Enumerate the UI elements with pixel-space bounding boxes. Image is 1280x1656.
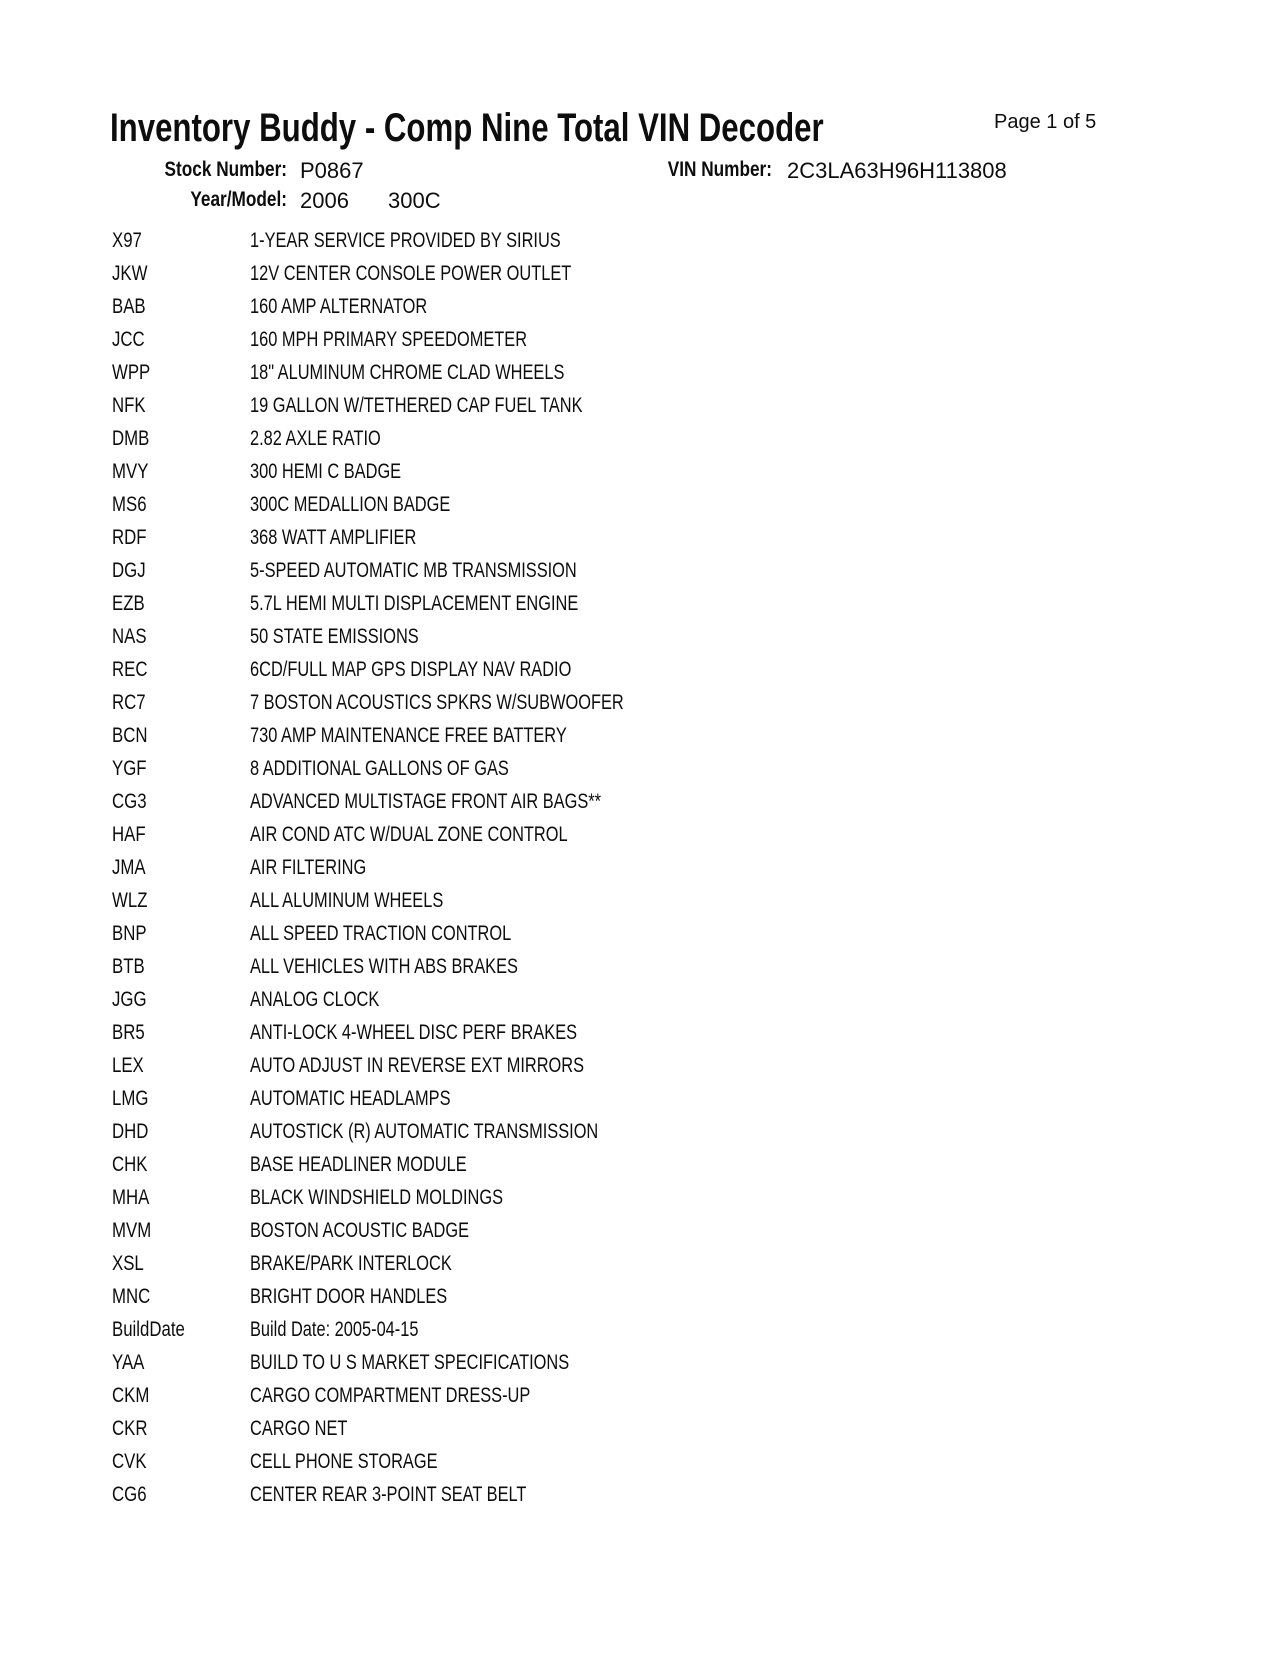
option-code: REC [112, 658, 148, 681]
option-description: 160 AMP ALTERNATOR [250, 295, 428, 318]
option-description: 2.82 AXLE RATIO [250, 427, 381, 450]
option-description: 160 MPH PRIMARY SPEEDOMETER [250, 328, 528, 351]
option-description: BLACK WINDSHIELD MOLDINGS [250, 1186, 504, 1209]
option-row [112, 1082, 1212, 1115]
option-row [112, 1049, 1212, 1082]
option-code: MNC [112, 1285, 151, 1308]
option-code: MVM [112, 1219, 152, 1242]
option-description: CENTER REAR 3-POINT SEAT BELT [250, 1483, 527, 1506]
option-code: YAA [112, 1351, 145, 1374]
option-row [112, 950, 1212, 983]
option-code: DMB [112, 427, 150, 450]
model-value: 300C [388, 188, 441, 213]
option-code: BCN [112, 724, 148, 747]
option-row [112, 1214, 1212, 1247]
option-description: BOSTON ACOUSTIC BADGE [250, 1219, 470, 1242]
option-code: EZB [112, 592, 145, 615]
report-title: Inventory Buddy - Comp Nine Total VIN Decoder [110, 106, 824, 150]
option-description: 7 BOSTON ACOUSTICS SPKRS W/SUBWOOFER [250, 691, 624, 714]
option-code: JMA [112, 856, 146, 879]
option-row [112, 686, 1212, 719]
option-row [112, 1247, 1212, 1280]
option-row [112, 653, 1212, 686]
option-code: LMG [112, 1087, 149, 1110]
year-value: 2006 [300, 188, 349, 213]
option-description: 368 WATT AMPLIFIER [250, 526, 417, 549]
option-code: HAF [112, 823, 146, 846]
option-description: 300C MEDALLION BADGE [250, 493, 451, 516]
option-code: DHD [112, 1120, 149, 1143]
option-description: ALL ALUMINUM WHEELS [250, 889, 444, 912]
option-code: CHK [112, 1153, 148, 1176]
option-row [112, 851, 1212, 884]
option-code: MVY [112, 460, 149, 483]
option-code: CKR [112, 1417, 148, 1440]
option-description: 8 ADDITIONAL GALLONS OF GAS [250, 757, 509, 780]
option-row [112, 389, 1212, 422]
option-row [112, 1148, 1212, 1181]
option-row [112, 356, 1212, 389]
year-model-label: Year/Model: [190, 188, 287, 211]
option-code: BTB [112, 955, 145, 978]
option-description: 300 HEMI C BADGE [250, 460, 402, 483]
option-code: X97 [112, 229, 142, 252]
option-row [112, 455, 1212, 488]
option-description: 19 GALLON W/TETHERED CAP FUEL TANK [250, 394, 583, 417]
option-code: XSL [112, 1252, 144, 1275]
option-code: NAS [112, 625, 147, 648]
page-indicator: Page 1 of 5 [994, 111, 1097, 133]
option-row [112, 1478, 1212, 1511]
option-description: 18" ALUMINUM CHROME CLAD WHEELS [250, 361, 565, 384]
option-code: DGJ [112, 559, 146, 582]
option-description: 5.7L HEMI MULTI DISPLACEMENT ENGINE [250, 592, 579, 615]
option-description: CARGO NET [250, 1417, 348, 1440]
option-code: RDF [112, 526, 147, 549]
option-description: AUTOSTICK (R) AUTOMATIC TRANSMISSION [250, 1120, 599, 1143]
option-row [112, 1346, 1212, 1379]
option-row [112, 785, 1212, 818]
option-code: YGF [112, 757, 147, 780]
option-description: 1-YEAR SERVICE PROVIDED BY SIRIUS [250, 229, 561, 252]
option-codes-list [112, 224, 1212, 1511]
option-code: WLZ [112, 889, 148, 912]
option-row [112, 884, 1212, 917]
option-description: 730 AMP MAINTENANCE FREE BATTERY [250, 724, 567, 747]
option-row [112, 1181, 1212, 1214]
option-row [112, 1280, 1212, 1313]
option-code: WPP [112, 361, 151, 384]
option-row [112, 1313, 1212, 1346]
option-row [112, 521, 1212, 554]
option-row [112, 1412, 1212, 1445]
option-code: JKW [112, 262, 148, 285]
option-description: 12V CENTER CONSOLE POWER OUTLET [250, 262, 572, 285]
option-row [112, 1445, 1212, 1478]
option-row [112, 323, 1212, 356]
option-description: BUILD TO U S MARKET SPECIFICATIONS [250, 1351, 570, 1374]
option-row [112, 554, 1212, 587]
option-description: AIR COND ATC W/DUAL ZONE CONTROL [250, 823, 568, 846]
option-code: JGG [112, 988, 147, 1011]
option-row [112, 620, 1212, 653]
option-row [112, 1016, 1212, 1049]
option-description: Build Date: 2005-04-15 [250, 1318, 419, 1341]
option-row [112, 818, 1212, 851]
option-description: AIR FILTERING [250, 856, 367, 879]
option-code: NFK [112, 394, 146, 417]
option-code: BNP [112, 922, 147, 945]
option-description: ANTI-LOCK 4-WHEEL DISC PERF BRAKES [250, 1021, 578, 1044]
option-description: 6CD/FULL MAP GPS DISPLAY NAV RADIO [250, 658, 572, 681]
option-code: BR5 [112, 1021, 145, 1044]
option-description: BRAKE/PARK INTERLOCK [250, 1252, 452, 1275]
option-code: LEX [112, 1054, 144, 1077]
option-row [112, 917, 1212, 950]
option-description: ALL VEHICLES WITH ABS BRAKES [250, 955, 518, 978]
option-code: CG6 [112, 1483, 147, 1506]
option-row [112, 422, 1212, 455]
option-description: CELL PHONE STORAGE [250, 1450, 438, 1473]
option-code: MS6 [112, 493, 147, 516]
option-row [112, 488, 1212, 521]
option-description: ALL SPEED TRACTION CONTROL [250, 922, 512, 945]
option-code: BAB [112, 295, 146, 318]
option-code: CG3 [112, 790, 147, 813]
stock-number-label: Stock Number: [164, 158, 287, 181]
stock-number-value: P0867 [300, 158, 364, 183]
option-code: MHA [112, 1186, 150, 1209]
option-description: 5-SPEED AUTOMATIC MB TRANSMISSION [250, 559, 577, 582]
option-description: BRIGHT DOOR HANDLES [250, 1285, 448, 1308]
option-description: 50 STATE EMISSIONS [250, 625, 419, 648]
option-description: ANALOG CLOCK [250, 988, 380, 1011]
option-code: BuildDate [112, 1318, 185, 1341]
vin-number-value: 2C3LA63H96H113808 [787, 158, 1007, 183]
option-description: BASE HEADLINER MODULE [250, 1153, 467, 1176]
option-row [112, 257, 1212, 290]
option-description: CARGO COMPARTMENT DRESS-UP [250, 1384, 531, 1407]
option-code: CKM [112, 1384, 150, 1407]
option-row [112, 290, 1212, 323]
option-row [112, 224, 1212, 257]
option-row [112, 983, 1212, 1016]
option-code: RC7 [112, 691, 146, 714]
option-row [112, 719, 1212, 752]
option-code: CVK [112, 1450, 147, 1473]
option-description: ADVANCED MULTISTAGE FRONT AIR BAGS** [250, 790, 602, 813]
option-row [112, 752, 1212, 785]
option-description: AUTO ADJUST IN REVERSE EXT MIRRORS [250, 1054, 585, 1077]
option-row [112, 1115, 1212, 1148]
option-description: AUTOMATIC HEADLAMPS [250, 1087, 451, 1110]
vin-number-label: VIN Number: [667, 158, 772, 181]
option-row [112, 1379, 1212, 1412]
option-code: JCC [112, 328, 145, 351]
option-row [112, 587, 1212, 620]
